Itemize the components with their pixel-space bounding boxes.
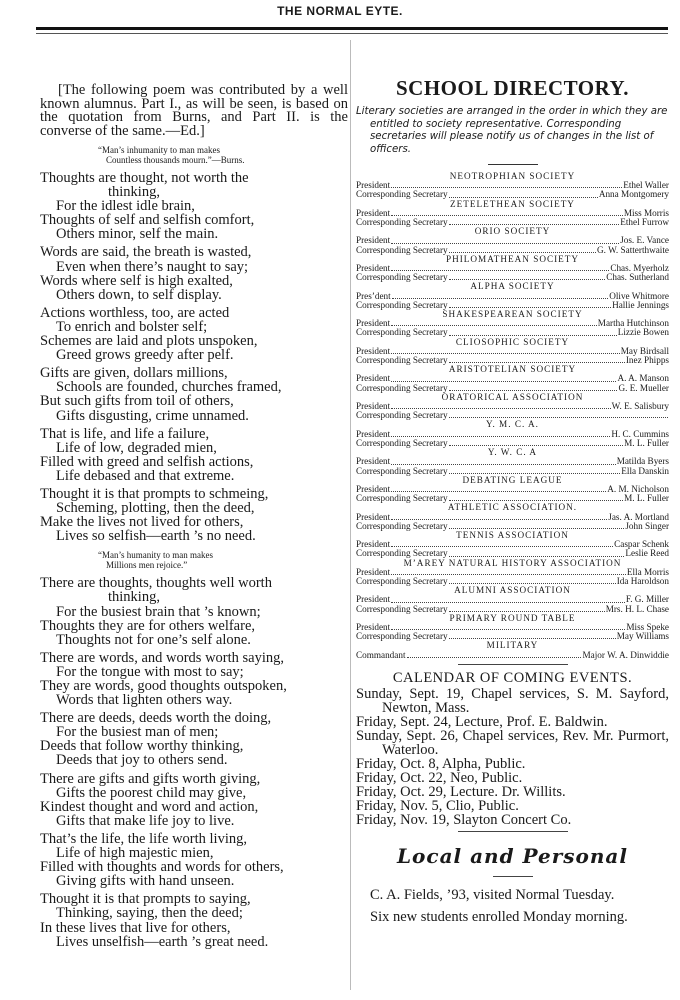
society-name: TENNIS ASSOCIATION bbox=[456, 529, 569, 540]
poem-line: Life debased and that extreme. bbox=[56, 467, 235, 484]
poem-line: Deeds that joy to others send. bbox=[56, 752, 228, 769]
officer-title: President bbox=[356, 428, 391, 439]
officer-title: Corresponding Secretary bbox=[356, 575, 448, 586]
officer-title: Corresponding Secretary bbox=[356, 410, 448, 421]
officer-title: Corresponding Secretary bbox=[356, 355, 448, 366]
poem-line: Schools are founded, churches framed, bbox=[56, 379, 282, 396]
society-name: ZETELETHEAN SOCIETY bbox=[450, 198, 575, 209]
officer-name: Chas. Myerholz bbox=[610, 263, 669, 274]
officer-name: A. M. Nicholson bbox=[607, 483, 669, 494]
leader-dots bbox=[391, 430, 610, 437]
leader-dots bbox=[391, 540, 613, 547]
officer-title: President bbox=[356, 566, 391, 577]
poem-line: Schemes are laid and plots unspoken, bbox=[40, 333, 258, 350]
poem-line: In these lives that live for others, bbox=[40, 919, 231, 936]
poem-line: Filled with thoughts and words for others, bbox=[40, 859, 284, 876]
society-name: ALPHA SOCIETY bbox=[470, 281, 555, 292]
leader-dots bbox=[391, 319, 597, 326]
officer-name: F. G. Miller bbox=[625, 594, 669, 605]
officer-name: Miss Speke bbox=[626, 621, 669, 632]
epigraph-line: Countless thousands mourn.”—Burns. bbox=[106, 154, 245, 165]
leader-dots bbox=[392, 292, 609, 299]
officer-title: Corresponding Secretary bbox=[356, 244, 448, 255]
officer-name: A. A. Manson bbox=[617, 373, 669, 384]
officer-title: Corresponding Secretary bbox=[356, 327, 448, 338]
poem-line: That’s the life, the life worth living, bbox=[40, 830, 247, 847]
officer-name: May Birdsall bbox=[620, 345, 669, 356]
society-name: PRIMARY ROUND TABLE bbox=[449, 612, 576, 623]
separator bbox=[493, 876, 533, 877]
officer-title: Corresponding Secretary bbox=[356, 189, 448, 200]
poem-line: Words are said, the breath is wasted, bbox=[40, 244, 252, 261]
leader-dots bbox=[391, 347, 620, 354]
event-item: Friday, Nov. 5, Clio, Public. bbox=[356, 797, 519, 814]
leader-dots bbox=[449, 522, 625, 529]
society-name: MILITARY bbox=[486, 640, 539, 651]
leader-dots bbox=[391, 513, 607, 520]
officer-title: Pres’dent bbox=[356, 290, 391, 301]
officer-title: Corresponding Secretary bbox=[356, 493, 448, 504]
officer-name: Ethel Waller bbox=[623, 180, 669, 191]
poem-line: Filled with greed and selfish actions, bbox=[40, 453, 254, 470]
officer-title: President bbox=[356, 373, 391, 384]
directory-column bbox=[356, 76, 669, 929]
epigraph-burns bbox=[40, 146, 348, 165]
officer-name: G. W. Satterthwaite bbox=[597, 244, 669, 255]
leader-dots bbox=[449, 384, 618, 391]
poem-line: There are words, and words worth saying, bbox=[40, 649, 285, 666]
poem-line: Others down, to self display. bbox=[56, 286, 222, 303]
officer-name: Jas. A. Mortland bbox=[608, 511, 669, 522]
poem-line: Words that lighten others way. bbox=[56, 692, 233, 709]
officer-title: President bbox=[356, 263, 391, 274]
society-name: ORIO SOCIETY bbox=[474, 226, 551, 237]
society-list bbox=[356, 172, 669, 660]
directory-title: SCHOOL DIRECTORY. bbox=[396, 76, 629, 100]
society-name: ARISTOTELIAN SOCIETY bbox=[448, 364, 577, 375]
officer-title: President bbox=[356, 456, 391, 467]
poem-line: Make the lives not lived for others, bbox=[40, 514, 244, 531]
local-item: Six new students enrolled Monday morning. bbox=[370, 908, 628, 925]
poem-line: Lives unselfish—earth ’s great need. bbox=[56, 933, 269, 950]
leader-dots bbox=[449, 439, 623, 446]
calendar-title: CALENDAR OF COMING EVENTS. bbox=[392, 669, 633, 686]
poem-line: Life of high majestic mien, bbox=[56, 845, 214, 862]
leader-dots bbox=[391, 264, 609, 271]
epigraph-line: Millions men rejoice.” bbox=[106, 559, 188, 570]
event-list bbox=[356, 687, 669, 827]
separator bbox=[458, 664, 568, 665]
poem-line: Gifts the poorest child may give, bbox=[56, 784, 247, 801]
officer-name: Major W. A. Dinwiddie bbox=[582, 649, 669, 660]
poem-line: Thoughts not for one’s self alone. bbox=[56, 631, 251, 648]
poem-line: They are words, good thoughts outspoken, bbox=[40, 678, 287, 694]
poem-line: Scheming, plotting, then the deed, bbox=[56, 500, 255, 517]
leader-dots bbox=[391, 595, 625, 602]
officer-name: Ida Haroldson bbox=[616, 575, 669, 586]
officer-title: Corresponding Secretary bbox=[356, 299, 448, 310]
officer-name: Ella Morris bbox=[626, 566, 669, 577]
officer-title: Corresponding Secretary bbox=[356, 631, 448, 642]
leader-dots bbox=[391, 623, 625, 630]
leader-dots bbox=[449, 301, 612, 308]
leader-dots bbox=[449, 328, 617, 335]
leader-dots bbox=[449, 549, 625, 556]
column-divider bbox=[350, 40, 351, 990]
society-name: Y. M. C. A. bbox=[486, 419, 539, 430]
poem-line: There are thoughts, thoughts well worth bbox=[40, 575, 272, 592]
society-name: ORATORICAL ASSOCIATION bbox=[441, 391, 584, 402]
epigraph-line: “Man’s inhumanity to man makes bbox=[98, 145, 220, 155]
officer-title: Corresponding Secretary bbox=[356, 520, 448, 531]
poem-line: thinking, bbox=[108, 184, 160, 201]
officer-title: President bbox=[356, 235, 391, 246]
society-name: M’AREY NATURAL HISTORY ASSOCIATION bbox=[403, 557, 622, 568]
society-name: ATHLETIC ASSOCIATION. bbox=[447, 502, 578, 513]
officer-row bbox=[356, 651, 669, 660]
header-rule bbox=[36, 27, 668, 30]
directory-note: Literary societies are arranged in the order in which they are entitled to society representative. Corresponding secretaries will please notify us of changes in the list of officers. bbox=[356, 106, 668, 155]
poem-line: Deeds that follow worthy thinking, bbox=[40, 738, 244, 755]
separator bbox=[488, 164, 538, 165]
officer-name: Matilda Byers bbox=[616, 456, 669, 467]
epigraph-converse bbox=[40, 551, 348, 570]
officer-title: President bbox=[356, 511, 391, 522]
poem-line: Life of low, degraded mien, bbox=[56, 439, 217, 456]
poem-intro: [The following poem was contributed by a well known alumnus. Part I., as will be seen, is based on the quotation from Burns, and Part II. is the converse of the same.—Ed.] bbox=[40, 82, 348, 139]
poem-line: Giving gifts with hand unseen. bbox=[56, 873, 235, 890]
poem-line: Thoughts of self and selfish comfort, bbox=[40, 212, 255, 229]
separator bbox=[458, 831, 568, 832]
society-name: Y. W. C. A bbox=[487, 447, 538, 458]
leader-dots bbox=[391, 485, 606, 492]
officer-title: President bbox=[356, 345, 391, 356]
poem-line: Thought it is that prompts to saying, bbox=[40, 891, 251, 908]
poem-line: Kindest thought and word and action, bbox=[40, 798, 259, 815]
poem-line: Greed grows greedy after pelf. bbox=[56, 347, 234, 364]
officer-name: John Singer bbox=[625, 520, 669, 531]
poem-line: Words where self is high exalted, bbox=[40, 272, 233, 289]
officer-name: Jos. E. Vance bbox=[620, 235, 669, 246]
officer-name: Hallie Jennings bbox=[612, 299, 669, 310]
poem-line: Thinking, saying, then the deed; bbox=[56, 905, 243, 922]
poem-column bbox=[40, 84, 348, 949]
leader-dots bbox=[391, 402, 610, 409]
society-name: NEOTROPHIAN SOCIETY bbox=[449, 171, 576, 181]
officer-name: G. E. Mueller bbox=[618, 382, 669, 393]
officer-title: Corresponding Secretary bbox=[356, 382, 448, 393]
society-name: SHAKESPEAREAN SOCIETY bbox=[442, 309, 583, 320]
officer-name: Ethel Furrow bbox=[620, 217, 669, 228]
leader-dots bbox=[449, 218, 620, 225]
officer-name: Inez Phipps bbox=[625, 355, 669, 366]
officer-title: President bbox=[356, 594, 391, 605]
officer-title: Corresponding Secretary bbox=[356, 603, 448, 614]
officer-title: Corresponding Secretary bbox=[356, 217, 448, 228]
local-item: C. A. Fields, ’93, visited Normal Tuesday. bbox=[370, 886, 615, 903]
poem-line: For the busiest brain that ’s known; bbox=[56, 603, 261, 620]
leader-dots bbox=[391, 181, 622, 188]
poem-line: thinking, bbox=[108, 589, 160, 606]
poem-line: For the tongue with most to say; bbox=[56, 663, 244, 680]
poem-line: Gifts are given, dollars millions, bbox=[40, 365, 228, 382]
society-name: DEBATING LEAGUE bbox=[462, 474, 563, 485]
officer-title: Corresponding Secretary bbox=[356, 548, 448, 559]
poem-line: For the busiest man of men; bbox=[56, 724, 219, 741]
officer-name: Martha Hutchinson bbox=[597, 318, 669, 329]
officer-name: Chas. Sutherland bbox=[606, 272, 669, 283]
leader-dots bbox=[449, 467, 621, 474]
poem-line: For the idlest idle brain, bbox=[56, 198, 195, 215]
officer-title: President bbox=[356, 539, 391, 550]
officer-title: President bbox=[356, 401, 391, 412]
poem-line: Lives so selfish—earth ’s no need. bbox=[56, 528, 256, 545]
local-personal-heading: Local and Personal bbox=[396, 843, 628, 868]
poem-line: Thought it is that prompts to schmeing, bbox=[40, 485, 269, 502]
poem-line: Even when there’s naught to say; bbox=[56, 258, 249, 275]
leader-dots bbox=[407, 651, 582, 658]
event-item: Friday, Oct. 22, Neo, Public. bbox=[356, 769, 523, 786]
officer-name: Ella Danskin bbox=[621, 465, 669, 476]
officer-name: Miss Morris bbox=[623, 207, 669, 218]
officer-title: President bbox=[356, 621, 391, 632]
officer-title: President bbox=[356, 318, 391, 329]
leader-dots bbox=[449, 411, 668, 418]
officer-title: Corresponding Secretary bbox=[356, 272, 448, 283]
poem-line: There are gifts and gifts worth giving, bbox=[40, 770, 261, 787]
event-item: Friday, Oct. 29, Lecture. Dr. Willits. bbox=[356, 783, 566, 800]
masthead: THE NORMAL EYTE. bbox=[277, 4, 403, 18]
officer-name: Anna Montgomery bbox=[598, 189, 669, 200]
leader-dots bbox=[449, 632, 616, 639]
leader-dots bbox=[391, 209, 623, 216]
officer-name: May Williams bbox=[616, 631, 669, 642]
officer-name: W. E. Salisbury bbox=[611, 401, 669, 412]
officer-name: Mrs. H. L. Chase bbox=[605, 603, 669, 614]
header-rule-thin bbox=[36, 33, 668, 34]
officer-title: President bbox=[356, 483, 391, 494]
officer-name: Lizzie Bowen bbox=[617, 327, 669, 338]
leader-dots bbox=[391, 236, 619, 243]
epigraph-line: “Man’s humanity to man makes bbox=[98, 550, 213, 561]
officer-name: M. L. Fuller bbox=[624, 437, 669, 448]
society-name: PHILOMATHEAN SOCIETY bbox=[445, 253, 580, 264]
poem-line: Gifts disgusting, crime unnamed. bbox=[56, 407, 249, 424]
poem-part-2 bbox=[40, 576, 348, 948]
poem-line: Actions worthless, too, are acted bbox=[40, 304, 230, 321]
officer-title: Corresponding Secretary bbox=[356, 465, 448, 476]
event-item: Friday, Nov. 19, Slayton Concert Co. bbox=[356, 811, 572, 828]
officer-title: Corresponding Secretary bbox=[356, 437, 448, 448]
event-item: Friday, Oct. 8, Alpha, Public. bbox=[356, 755, 526, 772]
poem-line: But such gifts from toil of others, bbox=[40, 393, 234, 410]
poem-line: Others minor, self the main. bbox=[56, 226, 219, 243]
officer-title: President bbox=[356, 207, 391, 218]
officer-name: Leslie Reed bbox=[625, 548, 669, 559]
poem-line: There are deeds, deeds worth the doing, bbox=[40, 710, 272, 727]
leader-dots bbox=[449, 246, 596, 253]
poem-part-1 bbox=[40, 171, 348, 543]
leader-dots bbox=[449, 605, 605, 612]
officer-name: Olive Whitmore bbox=[609, 290, 669, 301]
leader-dots bbox=[391, 374, 616, 381]
local-items bbox=[356, 885, 669, 928]
leader-dots bbox=[391, 457, 615, 464]
leader-dots bbox=[391, 568, 626, 575]
officer-name: H. C. Cummins bbox=[611, 428, 669, 439]
poem-line: Gifts that make life joy to live. bbox=[56, 812, 235, 829]
event-item: Sunday, Sept. 26, Chapel services, Rev. Mr. Purmort, Waterloo. bbox=[356, 727, 669, 758]
leader-dots bbox=[449, 273, 606, 280]
officer-title: President bbox=[356, 180, 391, 191]
leader-dots bbox=[449, 190, 598, 197]
officer-title: Commandant bbox=[356, 649, 406, 660]
poem-line: Thoughts they are for others welfare, bbox=[40, 617, 256, 634]
society-name: ALUMNI ASSOCIATION bbox=[454, 585, 571, 596]
event-item: Sunday, Sept. 19, Chapel services, S. M. Sayford, Newton, Mass. bbox=[356, 685, 669, 716]
leader-dots bbox=[449, 494, 623, 501]
event-item: Friday, Sept. 24, Lecture, Prof. E. Baldwin. bbox=[356, 713, 608, 730]
officer-name: M. L. Fuller bbox=[624, 493, 669, 504]
poem-line: To enrich and bolster self; bbox=[56, 318, 208, 335]
leader-dots bbox=[449, 577, 616, 584]
leader-dots bbox=[449, 356, 625, 363]
poem-line: That is life, and life a failure, bbox=[40, 425, 210, 442]
society-name: CLIOSOPHIC SOCIETY bbox=[455, 336, 570, 347]
officer-name: Caspar Schenk bbox=[614, 539, 669, 550]
poem-line: Thoughts are thought, not worth the bbox=[40, 170, 249, 186]
